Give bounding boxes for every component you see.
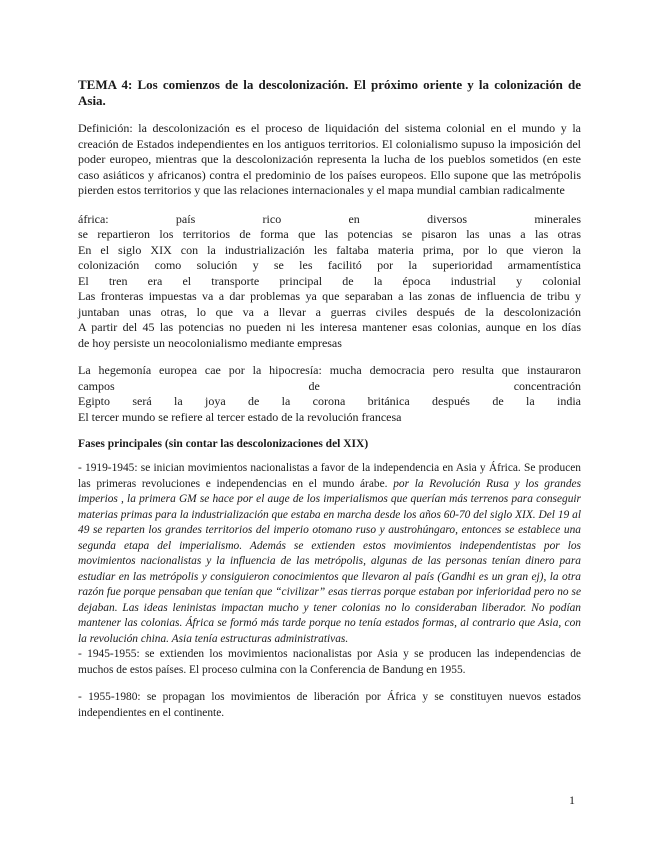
spacer bbox=[78, 351, 581, 363]
fases-heading: Fases principales (sin contar las descolonizaciones del XIX) bbox=[78, 438, 369, 450]
africa-paragraph bbox=[78, 212, 581, 352]
africa-line: En el siglo XIX con la industrialización les faltaba materia prima, por lo que vieron la bbox=[78, 242, 581, 257]
page-number: 1 bbox=[569, 793, 575, 807]
spacer bbox=[78, 108, 581, 121]
page-content bbox=[78, 77, 581, 721]
africa-line: juntaban unas otras, lo que va a llevar a guerras civiles después de la descolonización bbox=[78, 304, 581, 319]
document-title: TEMA 4: Los comienzos de la descolonización. El próximo oriente y la colonización de Asia. bbox=[78, 77, 581, 108]
hegemonia-line: La hegemonía europea cae por la hipocresía: mucha democracia pero resulta que instauraron bbox=[78, 363, 581, 377]
fase-1-text: - 1919-1945: se inician movimientos nacionalistas a favor de la independencia en Asia y África. Se producen las primeras revoluciones e independencias en el mundo árabe. bbox=[78, 462, 581, 490]
africa-line: A partir del 45 las potencias no pueden ni les interesa mantener esas colonias, aunque en los días bbox=[78, 320, 581, 334]
fase-1-paragraph bbox=[78, 461, 581, 647]
spacer bbox=[78, 452, 581, 461]
africa-line: áfrica: país rico en diversos minerales bbox=[78, 211, 581, 226]
definition-paragraph: Definición: la descolonización es el proceso de liquidación del sistema colonial en el mundo y la creación de Estados independientes en los antiguos territorios. El colonialismo supuso la imposición del poder europeo, mientras que la descolonización representa la lucha de los pueblos sometidos (en este caso asiáticos y africanos) contra el predominio de los países europeos. Ello supone que las metrópolis pierden estos territorios y que las relaciones internacionales y el mapa mundial cambian radicalmente bbox=[78, 121, 581, 197]
spacer bbox=[78, 425, 581, 437]
africa-line: Las fronteras impuestas va a dar problemas ya que separaban a las zonas de influencia de tribu y bbox=[78, 289, 581, 303]
africa-line: de hoy persiste un neocolonialismo mediante empresas bbox=[78, 335, 342, 350]
hegemonia-line: campos de concentración bbox=[78, 378, 581, 393]
africa-line: se repartieron los territorios de forma que las potencias se pisaron las unas a las otras bbox=[78, 227, 581, 241]
fase-3-paragraph: - 1955-1980: se propagan los movimientos de liberación por África y se constituyen nuevos estados independientes en el continente. bbox=[78, 691, 581, 719]
fase-2-paragraph: - 1945-1955: se extienden los movimientos nacionalistas por Asia y se producen las independencias de muchos de estos países. El proceso culmina con la Conferencia de Bandung en 1955. bbox=[78, 648, 581, 676]
spacer bbox=[78, 678, 581, 690]
hegemonia-line: El tercer mundo se refiere al tercer estado de la revolución francesa bbox=[78, 409, 402, 424]
fase-1-italic-text: por la Revolución Rusa y los grandes imperios , la primera GM se hace por el auge de los imperialismos que querían más terrenos para conseguir materias primas para la industrialización que estaba en marcha desde los años 60-70 del siglo XIX. Del 19 al 49 se reparten los grandes territorios del imperio otomano ruso y austrohúngaro, entonces se establece una segunda etapa del imperialismo. Además se extienden estos movimientos independentistas por los movimientos nacionalistas y la influencia de las metrópolis, algunas de las personas tenían dinero para estudiar en las metrópolis y consiguieron conocimientos que llevaron al país (Gandhi es un gran ej), la otra razón fue porque pensaban que tenían que “civilizar” esas tierras porque estaban por inferioridad pero no se dejaban. Las ideas leninistas impactan mucho y tener colonias no lo consideraban liberador. No podían mantener las colonias. África se formó más tarde porque no tenía estados formas, al contrario que Asia, con la revolución china. Asia tenía estructuras administrativas. bbox=[78, 477, 581, 645]
africa-line: colonización como solución y se les facilitó por la superioridad armamentística bbox=[78, 258, 581, 272]
spacer bbox=[78, 199, 581, 212]
hegemonia-line: Egipto será la joya de la corona británica después de la india bbox=[78, 394, 581, 408]
africa-line: El tren era el transporte principal de la época industrial y colonial bbox=[78, 273, 581, 288]
hegemonia-paragraph bbox=[78, 363, 581, 425]
